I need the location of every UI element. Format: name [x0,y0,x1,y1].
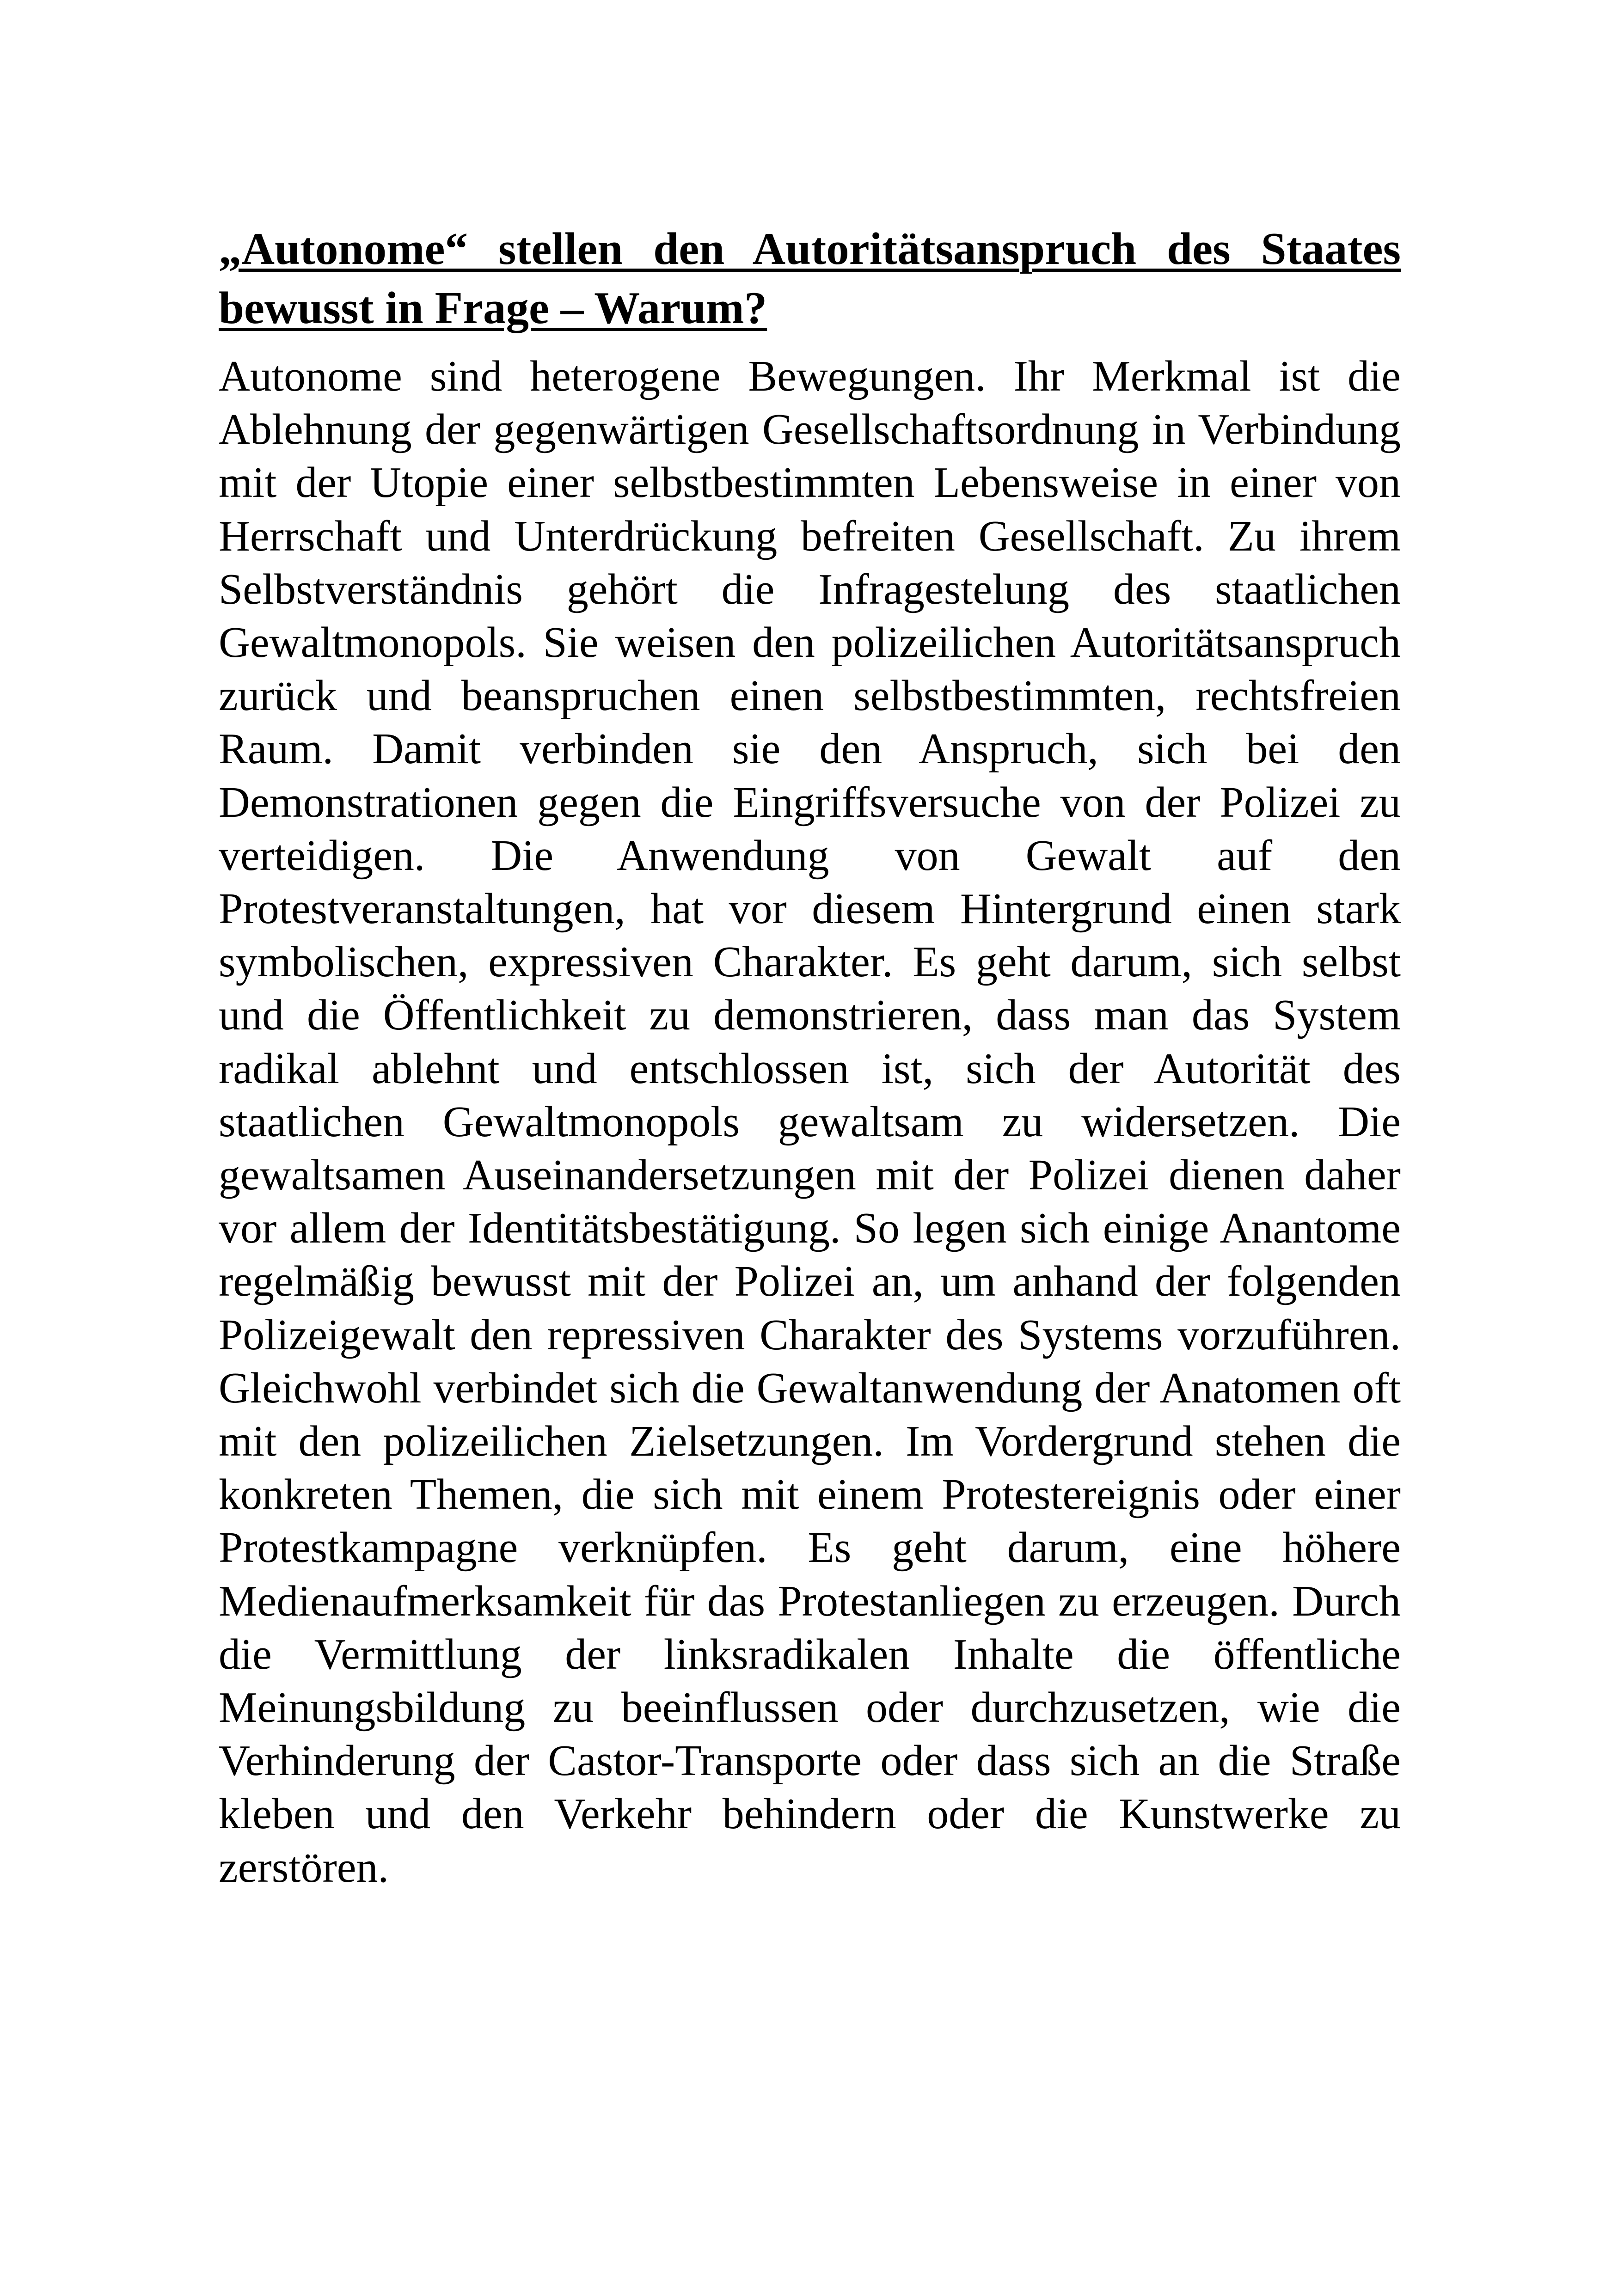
document-page [219,220,1401,1894]
body-paragraph: Autonome sind heterogene Bewegungen. Ihr Merkmal ist die Ablehnung der gegenwärtigen Gesellschaftsordnung in Verbindung mit der Utopie einer selbstbestimmten Lebensweise in einer von Herrschaft und Unterdrückung befreiten Gesellschaft. Zu ihrem Selbstverständnis gehört die Infragestelung des staatlichen Gewaltmonopols. Sie weisen den polizeilichen Autoritätsanspruch zurück und beanspruchen einen selbstbestimmten, rechtsfreien Raum. Damit verbinden sie den Anspruch, sich bei den Demonstrationen gegen die Eingriffsversuche von der Polizei zu verteidigen. Die Anwendung von Gewalt auf den Protestveranstaltungen, hat vor diesem Hintergrund einen stark symbolischen, expressiven Charakter. Es geht darum, sich selbst und die Öffentlichkeit zu demonstrieren, dass man das System radikal ablehnt und entschlossen ist, sich der Autorität des staatlichen Gewaltmonopols gewaltsam zu widersetzen. Die gewaltsamen Auseinandersetzungen mit der Polizei dienen daher vor allem der Identitätsbestätigung. So legen sich einige Anantome regelmäßig bewusst mit der Polizei an, um anhand der folgenden Polizeigewalt den repressiven Charakter des Systems vorzuführen. Gleichwohl verbindet sich die Gewaltanwendung der Anatomen oft mit den polizeilichen Zielsetzungen. Im Vordergrund stehen die konkreten Themen, die sich mit einem Protestereignis oder einer Protestkampagne verknüpfen. Es geht darum, eine höhere Medienaufmerksamkeit für das Protestanliegen zu erzeugen. Durch die Vermittlung der linksradikalen Inhalte die öffentliche Meinungsbildung zu beeinflussen oder durchzusetzen, wie die Verhinderung der Castor-Transporte oder dass sich an die Straße kleben und den Verkehr behindern oder die Kunstwerke zu zerstören. [219,352,1401,1892]
document-title: „Autonome“ stellen den Autoritätsanspruch des Staates bewusst in Frage – Warum? [219,224,1401,333]
